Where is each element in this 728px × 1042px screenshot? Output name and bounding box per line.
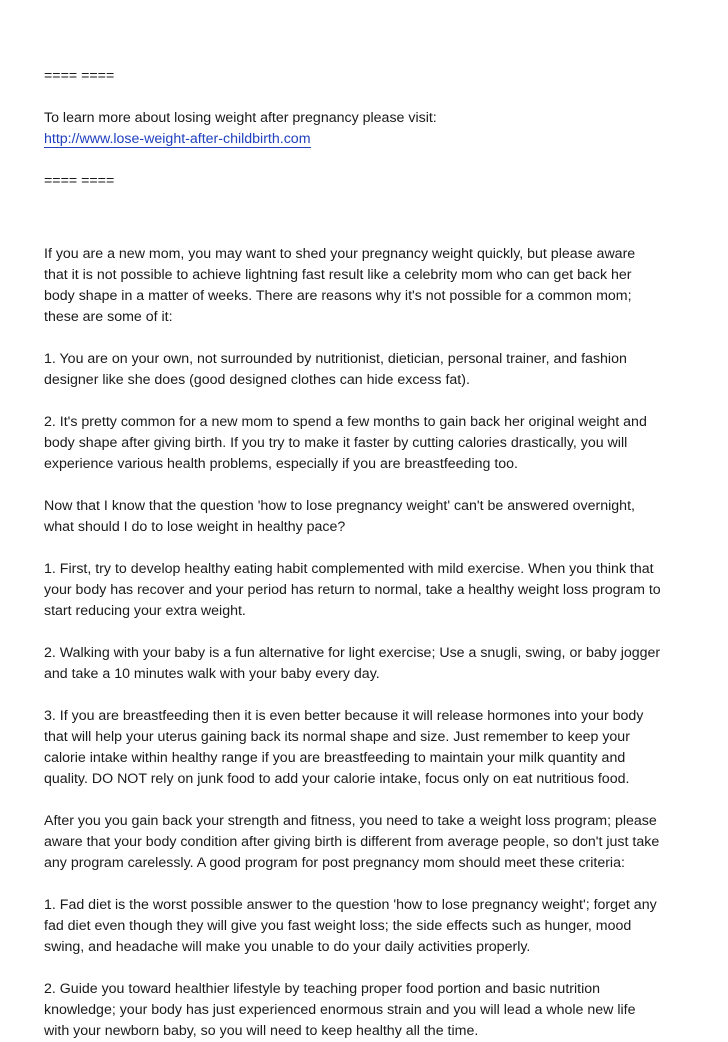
header-block xyxy=(44,108,694,150)
intro-text: To learn more about losing weight after pregnancy please visit: xyxy=(44,110,437,126)
paragraph-line: 3. If you are breastfeeding then it is even better because it will release hormones into your body xyxy=(44,708,644,724)
paragraph-line: these are some of it: xyxy=(44,309,173,325)
article-body xyxy=(44,244,694,1042)
paragraph-line: fad diet even though they will give you fast weight loss; the side effects such as hunger, mood xyxy=(44,918,632,934)
paragraph xyxy=(44,895,694,958)
paragraph-line: Now that I know that the question 'how to lose pregnancy weight' can't be answered overnight, xyxy=(44,498,635,514)
paragraph-line: quality. DO NOT rely on junk food to add your calorie intake, focus only on eat nutritious food. xyxy=(44,771,630,787)
separator-top: ==== ==== xyxy=(44,68,115,84)
document-page xyxy=(44,66,694,1042)
paragraph-line: 2. Guide you toward healthier lifestyle by teaching proper food portion and basic nutrition xyxy=(44,981,601,997)
paragraph xyxy=(44,349,694,391)
paragraph xyxy=(44,979,694,1042)
paragraph-line: body shape after giving birth. If you try to make it faster by cutting calories drastically, you will xyxy=(44,435,628,451)
paragraph-line: swing, and headache will make you unable to do your daily activities properly. xyxy=(44,939,531,955)
paragraph-line: 1. Fad diet is the worst possible answer to the question 'how to lose pregnancy weight'; forget any xyxy=(44,897,657,913)
paragraph xyxy=(44,496,694,538)
paragraph-line: knowledge; your body has just experienced enormous strain and you will lead a whole new life xyxy=(44,1002,636,1018)
separator-bottom: ==== ==== xyxy=(44,173,115,189)
paragraph xyxy=(44,412,694,475)
paragraph-line: and take a 10 minutes walk with your baby every day. xyxy=(44,666,380,682)
paragraph-line: 1. First, try to develop healthy eating habit complemented with mild exercise. When you think that xyxy=(44,561,654,577)
paragraph-line: with your newborn baby, so you will need to keep healthy all the time. xyxy=(44,1023,479,1039)
paragraph-line: If you are a new mom, you may want to shed your pregnancy weight quickly, but please aware xyxy=(44,246,636,262)
paragraph-line: start reducing your extra weight. xyxy=(44,603,246,619)
paragraph-line: your body has recover and your period has return to normal, take a healthy weight loss program to xyxy=(44,582,661,598)
paragraph xyxy=(44,811,694,874)
paragraph-line: aware that your body condition after giving birth is different from average people, so don't just take xyxy=(44,834,660,850)
paragraph-line: calorie intake within healthy range if you are breastfeeding to maintain your milk quantity and xyxy=(44,750,626,766)
paragraph-line: After you you gain back your strength and fitness, you need to take a weight loss program; please xyxy=(44,813,657,829)
paragraph-line: any program carelessly. A good program for post pregnancy mom should meet these criteria: xyxy=(44,855,625,871)
paragraph-line: 2. Walking with your baby is a fun alternative for light exercise; Use a snugli, swing, or baby jogger xyxy=(44,645,661,661)
paragraph-line: 1. You are on your own, not surrounded by nutritionist, dietician, personal trainer, and fashion xyxy=(44,351,627,367)
website-link[interactable]: http://www.lose-weight-after-childbirth.com xyxy=(44,131,311,147)
paragraph-line: that it is not possible to achieve lightning fast result like a celebrity mom who can get back her xyxy=(44,267,632,283)
paragraph xyxy=(44,559,694,622)
paragraph xyxy=(44,643,694,685)
paragraph-line: what should I do to lose weight in healthy pace? xyxy=(44,519,346,535)
paragraph-line: experience various health problems, especially if you are breastfeeding too. xyxy=(44,456,518,472)
paragraph-line: designer like she does (good designed clothes can hide excess fat). xyxy=(44,372,470,388)
paragraph xyxy=(44,706,694,790)
paragraph-line: that will help your uterus gaining back its normal shape and size. Just remember to keep your xyxy=(44,729,630,745)
paragraph-line: body shape in a matter of weeks. There are reasons why it's not possible for a common mom; xyxy=(44,288,632,304)
paragraph-line: 2. It's pretty common for a new mom to spend a few months to gain back her original weight and xyxy=(44,414,647,430)
paragraph xyxy=(44,244,694,328)
